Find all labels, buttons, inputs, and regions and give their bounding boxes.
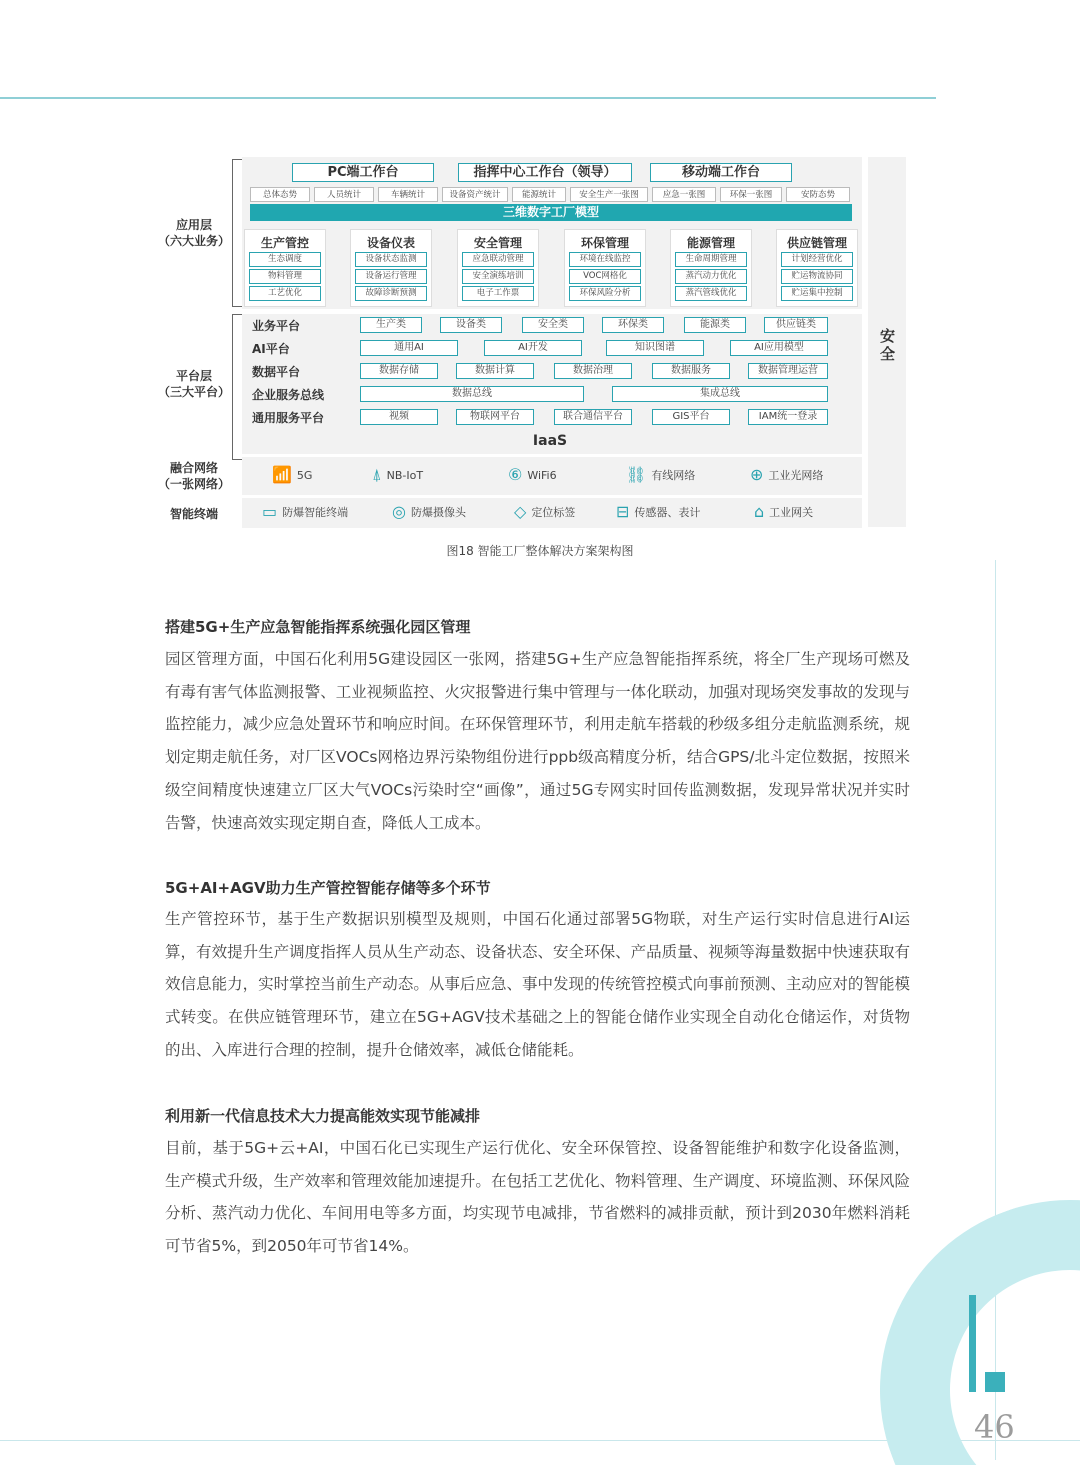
network-item-label: 5G: [296, 468, 313, 482]
view-overall: 总体态势: [250, 187, 310, 202]
biz-title: 生产管控: [260, 236, 309, 250]
terminal-item-label: 定位标签: [531, 506, 576, 519]
terminal-item-label: 防爆摄像头: [410, 506, 466, 519]
section-body-1: 园区管理方面，中国石化利用5G建设园区一张网，搭建5G+生产应急智能指挥系统，将全厂生产现场可燃及有毒有害气体监测报警、工业视频监控、火灾报警进行集中管理与一体化联动，加强对现场突发事故的发现与监控能力，减少应急处置环节和响应时间。在环保管理环节，利用走航车搭载的秒级多组分走航监测系统，规划定期走航任务，对厂区VOCs网格边界污染物组份进行ppb级高精度分析，结合GPS/北斗定位数据，按照米级空间精度快速建立厂区大气VOCs污染时空“画像”，通过5G专网实时回传监测数据，发现异常状况并实时告警，快速高效实现定期自查，降低人工成本。: [165, 650, 910, 832]
biz-supply-chain: [776, 229, 858, 307]
industrial-optical-icon: ⊕: [750, 465, 764, 484]
biz-item: 安全演练培训: [462, 269, 534, 284]
platform-item: IAM统一登录: [748, 409, 828, 425]
wired-network-icon: ⛓: [626, 465, 647, 484]
view-vehicles: 车辆统计: [378, 187, 438, 202]
network-wired: [626, 467, 695, 483]
biz-item: 故障诊断预测: [355, 286, 427, 301]
network-item-label: 工业光网络: [768, 469, 824, 482]
biz-item: 设备状态监测: [355, 252, 427, 267]
view-energy: 能源统计: [512, 187, 566, 202]
page-number: 46: [974, 1408, 1015, 1446]
platform-item: 能源类: [684, 317, 746, 333]
platform-item: 设备类: [440, 317, 502, 333]
terminal-item-label: 防爆智能终端: [282, 506, 349, 519]
safety-label: 安全: [880, 327, 896, 363]
biz-item: 生命周期管理: [675, 252, 747, 267]
section-body-3: 目前，基于5G+云+AI，中国石化已实现生产运行优化、安全环保管控、设备智能维护和数字化设备监测，生产模式升级，生产效率和管理效能加速提升。在包括工艺优化、物料管理、生产调度、环境监测、环保风险分析、蒸汽动力优化、车间用电等多方面，均实现节电减排，节省燃料的减排贡献，预计到2030年燃料消耗可节省5%，到2050年可节省14%。: [165, 1139, 910, 1256]
platform-item: 环保类: [602, 317, 664, 333]
biz-environment: [564, 229, 646, 307]
biz-item: 电子工作票: [462, 286, 534, 301]
view-security: 安防态势: [786, 187, 850, 202]
app-layer-title: 应用层: [175, 218, 212, 232]
terminal-item-label: 传感器、表计: [634, 506, 701, 519]
biz-item: 环境在线监控: [569, 252, 641, 267]
view-emergency-map: 应急一张图: [652, 187, 716, 202]
platform-layer-label: [150, 368, 238, 400]
terminal-gateway: [754, 504, 813, 520]
platform-item: AI应用模型: [730, 340, 828, 356]
header-rule: [0, 97, 936, 99]
platform-item: AI开发: [484, 340, 582, 356]
platform-item: 数据治理: [554, 363, 632, 379]
section-title-2: 5G+AI+AGV助力生产管控智能存储等多个环节: [165, 879, 491, 897]
platform-item: 数据计算: [456, 363, 534, 379]
platform-item: 集成总线: [612, 386, 828, 402]
safety-column: [868, 157, 906, 527]
platform-item: 视频: [360, 409, 438, 425]
biz-title: 设备仪表: [366, 236, 415, 250]
biz-energy: [670, 229, 752, 307]
platform-item: 知识图谱: [606, 340, 704, 356]
network-subtitle: （一张网络）: [157, 477, 230, 491]
terminal-item-label: 工业网关: [769, 506, 814, 519]
network-item-label: WiFi6: [527, 468, 557, 482]
app-layer-subtitle: （六大业务）: [157, 234, 230, 248]
biz-title: 环保管理: [580, 236, 629, 250]
platform-item: 数据存储: [360, 363, 438, 379]
biz-item: 环保风险分析: [569, 286, 641, 301]
nb-iot-antenna-icon: ⍋: [372, 465, 382, 484]
view-assets: 设备资产统计: [442, 187, 508, 202]
terminal-sensor: [616, 504, 700, 520]
business-platform-label: 业务平台: [252, 319, 301, 333]
biz-item: 蒸汽管线优化: [675, 286, 747, 301]
platform-item: 物联网平台: [456, 409, 534, 425]
section-title-1: 搭建5G+生产应急智能指挥系统强化园区管理: [165, 618, 471, 636]
explosion-proof-terminal-icon: ▭: [262, 502, 278, 521]
section-title-3: 利用新一代信息技术大力提高能效实现节能减排: [165, 1107, 481, 1125]
decorative-bar: [969, 1295, 976, 1392]
biz-item: VOC网格化: [569, 269, 641, 284]
wifi-5g-icon: 📶: [272, 465, 292, 484]
location-tag-icon: ◇: [514, 502, 527, 521]
platform-layer-subtitle: （三大平台）: [157, 385, 230, 399]
terminal-tag: [514, 504, 575, 520]
view-env-map: 环保一张图: [720, 187, 782, 202]
biz-item: 应急联动管理: [462, 252, 534, 267]
section-body-2: 生产管控环节，基于生产数据识别模型及规则，中国石化通过部署5G物联，对生产运行实时信息进行AI运算，有效提升生产调度指挥人员从生产动态、设备状态、安全环保、产品质量、视频等海量数据中快速获取有效信息能力，实时掌控当前生产动态。从事后应急、事中发现的传统管控模式向事前预测、主动应对的智能模式转变。在供应链管理环节，建立在5G+AGV技术基础之上的智能仓储作业实现全自动化仓储运作，对货物的出、入库进行合理的控制，提升仓储效率，减低仓储能耗。: [165, 910, 910, 1059]
iaas-label: IaaS: [532, 433, 568, 449]
service-bus-label: 企业服务总线: [252, 388, 325, 402]
platform-layer-bracket: [232, 314, 242, 460]
command-center-workbench: 指挥中心工作台（领导）: [458, 163, 632, 182]
view-personnel: 人员统计: [314, 187, 374, 202]
digital-factory-model-bar: 三维数字工厂模型: [250, 204, 852, 221]
biz-item: 蒸汽动力优化: [675, 269, 747, 284]
ai-platform-label: AI平台: [252, 342, 290, 356]
network-label: [150, 460, 238, 492]
biz-item: 工艺优化: [249, 286, 321, 301]
platform-item: 数据管理运营: [748, 363, 828, 379]
biz-item: 设备运行管理: [355, 269, 427, 284]
network-item-label: 有线网络: [651, 469, 696, 482]
platform-item: 生产类: [360, 317, 422, 333]
terminal-label: 智能终端: [169, 507, 218, 521]
platform-item: 联合通信平台: [554, 409, 632, 425]
platform-item: 数据总线: [360, 386, 584, 402]
architecture-diagram: [150, 157, 910, 529]
platform-item: GIS平台: [652, 409, 730, 425]
biz-item: 物料管理: [249, 269, 321, 284]
network-nbiot: [372, 467, 423, 483]
network-5g: [272, 467, 312, 483]
network-title: 融合网络: [169, 461, 218, 475]
terminal-phone: [262, 504, 348, 520]
industrial-gateway-icon: ⌂: [754, 502, 765, 521]
platform-item: 安全类: [522, 317, 584, 333]
biz-item: 生态调度: [249, 252, 321, 267]
biz-title: 供应链管理: [786, 236, 847, 250]
terminal-camera: [392, 504, 466, 520]
network-optical: [750, 467, 823, 483]
biz-item: 贮运物流协同: [781, 269, 853, 284]
app-layer-label: [150, 217, 238, 249]
pc-workbench: PC端工作台: [292, 163, 434, 182]
biz-equipment: [350, 229, 432, 307]
app-layer-bracket: [232, 159, 242, 307]
platform-item: 供应链类: [764, 317, 828, 333]
sensor-meter-icon: ⊟: [616, 502, 630, 521]
network-wifi6: [508, 467, 557, 483]
biz-safety: [457, 229, 539, 307]
mobile-workbench: 移动端工作台: [650, 163, 792, 182]
common-platform-label: 通用服务平台: [252, 411, 325, 425]
data-platform-label: 数据平台: [252, 365, 301, 379]
explosion-proof-camera-icon: ◎: [392, 502, 406, 521]
network-item-label: NB-IoT: [386, 468, 424, 482]
platform-layer-title: 平台层: [175, 369, 212, 383]
biz-item: 计划经营优化: [781, 252, 853, 267]
view-safety-map: 安全生产一张图: [570, 187, 648, 202]
platform-item: 通用AI: [360, 340, 458, 356]
figure-caption: 图18 智能工厂整体解决方案架构图: [446, 544, 634, 558]
biz-title: 能源管理: [686, 236, 735, 250]
biz-item: 贮运集中控制: [781, 286, 853, 301]
platform-item: 数据服务: [652, 363, 730, 379]
decorative-square: [985, 1372, 1005, 1392]
biz-production: [244, 229, 326, 307]
biz-title: 安全管理: [473, 236, 522, 250]
wifi6-icon: ⑥: [508, 465, 523, 484]
